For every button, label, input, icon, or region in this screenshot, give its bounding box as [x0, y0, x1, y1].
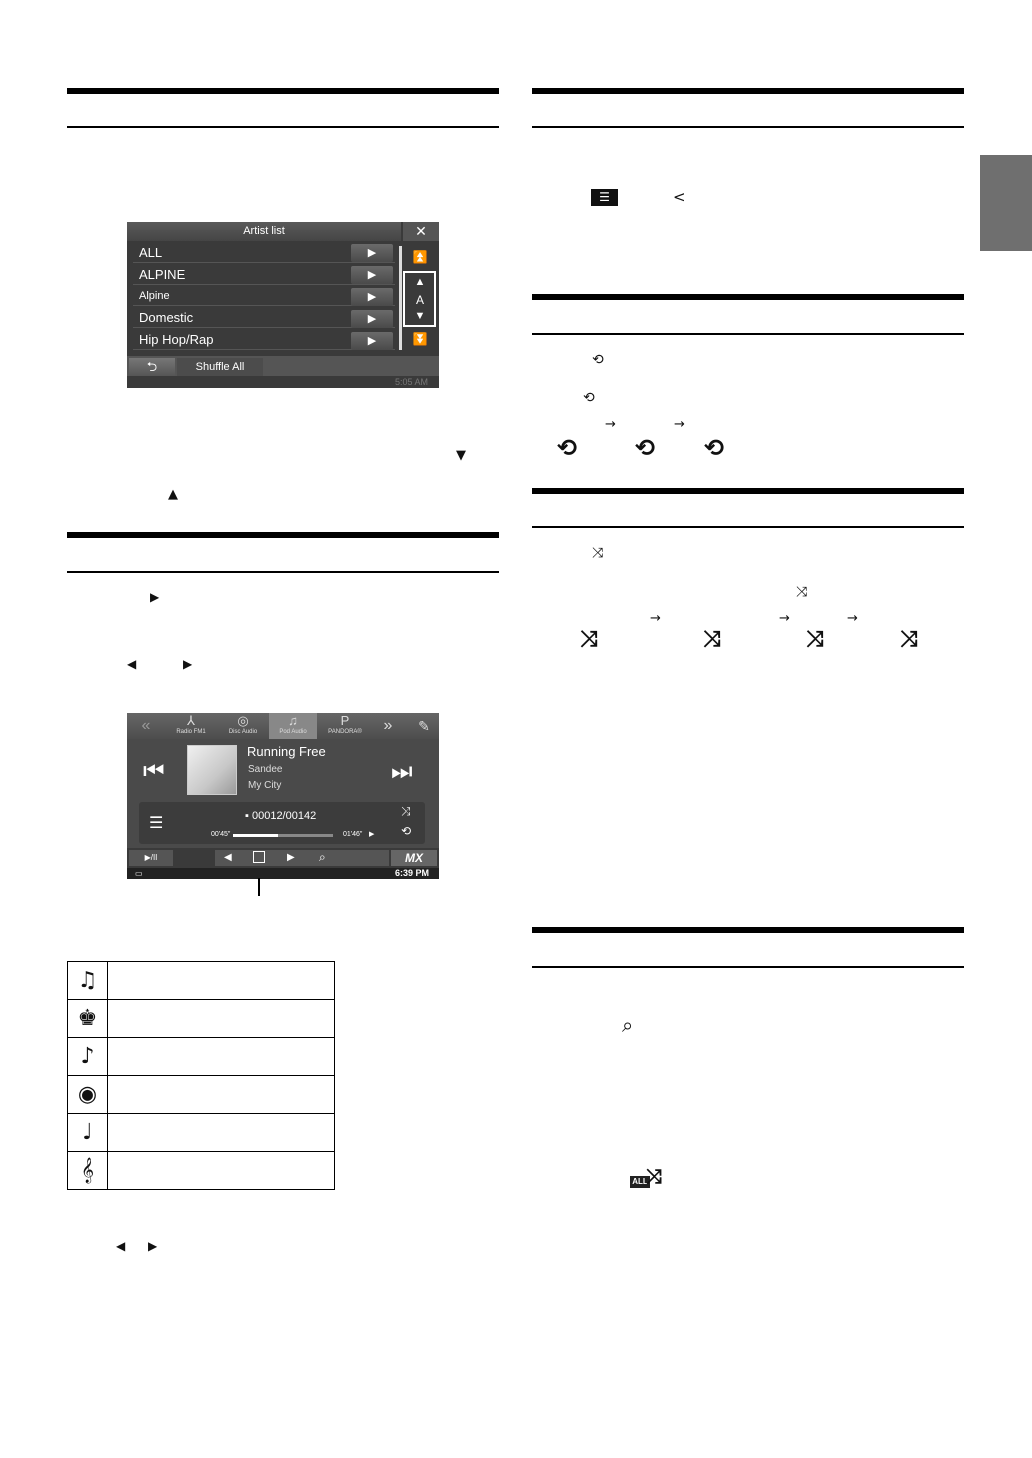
- nav-next-icon[interactable]: »: [383, 717, 393, 734]
- scrollbar[interactable]: [399, 246, 402, 350]
- arrow-icon: →: [605, 417, 616, 432]
- shuffle-icon[interactable]: ⤨: [401, 804, 411, 818]
- up-triangle-icon: ▲: [168, 487, 178, 502]
- arrow-icon: →: [847, 611, 858, 626]
- arrow-icon: →: [650, 611, 661, 626]
- remaining-time: 01'46": [343, 831, 363, 838]
- settings-icon[interactable]: ✎: [418, 718, 430, 734]
- radio-icon: ⅄: [187, 713, 195, 728]
- list-item-label: ALL: [139, 245, 163, 260]
- genre-icon: ♩: [68, 1114, 108, 1152]
- list-item-label: Domestic: [139, 310, 194, 325]
- chapter-tab: [980, 155, 1032, 251]
- repeat-all-icon: ⟲: [635, 434, 656, 462]
- table-row: [68, 1152, 334, 1190]
- section-rule-thin: [67, 126, 499, 128]
- section-rule-thin: [532, 966, 964, 968]
- callout-line: [258, 878, 260, 896]
- info-panel: [139, 802, 425, 844]
- section-rule-thick: [67, 88, 499, 94]
- tab-disc[interactable]: [219, 713, 267, 739]
- track-count-text: 00012/00142: [251, 810, 317, 822]
- left-triangle-icon: ◀: [116, 1239, 126, 1253]
- section-rule-thin: [67, 571, 499, 573]
- letter-label: A: [415, 293, 424, 307]
- control-group: [215, 850, 389, 866]
- close-icon[interactable]: ✕: [403, 222, 439, 241]
- section-rule-thin: [532, 333, 964, 335]
- play-button[interactable]: ▶: [351, 332, 393, 350]
- scroll-top-icon[interactable]: ⏫: [412, 250, 428, 264]
- section-rule-thin: [532, 526, 964, 528]
- left-icon[interactable]: ◀: [224, 852, 232, 863]
- playlist-icon: ♫: [68, 962, 108, 1000]
- elapsed-time: 00'45": [211, 831, 231, 838]
- list-item-label: Alpine: [139, 290, 170, 302]
- down-triangle-icon: ▼: [456, 448, 466, 463]
- progress-bar[interactable]: [233, 834, 333, 837]
- play-button[interactable]: ▶: [351, 266, 393, 284]
- table-row: [68, 1000, 334, 1038]
- play-button[interactable]: ▶: [351, 244, 393, 262]
- menu-list-icon[interactable]: ☰: [149, 813, 164, 832]
- song-title: Running Free: [247, 744, 326, 759]
- repeat-icon[interactable]: ⟲: [401, 824, 412, 838]
- shuffle-song-icon: ⤨: [580, 627, 598, 652]
- file-icon: ▪: [245, 810, 252, 822]
- shuffle-all-icon: ⤨: [646, 1164, 662, 1188]
- section-rule-thin: [532, 126, 964, 128]
- back-chevron-icon: <: [673, 188, 686, 206]
- repeat-one-icon: ⟲: [704, 434, 725, 462]
- music-note-icon: ♫: [288, 713, 298, 728]
- disc-icon: ◎: [237, 713, 249, 728]
- repeat-icon: ⟲: [592, 352, 604, 368]
- album-name: My City: [248, 780, 282, 791]
- scroll-down-icon[interactable]: ▼: [414, 310, 426, 322]
- section-rule-thick: [532, 88, 964, 94]
- track-count: [245, 810, 316, 822]
- artist-list-title: Artist list: [127, 222, 401, 241]
- shuffle-icon: ⤨: [796, 584, 808, 600]
- artist-list-screen: [127, 222, 439, 388]
- artist-icon: ♚: [68, 1000, 108, 1038]
- scroll-up-icon[interactable]: ▲: [414, 276, 426, 288]
- list-item-label: Hip Hop/Rap: [139, 332, 214, 347]
- tab-radio[interactable]: [167, 713, 215, 739]
- arrow-icon: →: [779, 611, 790, 626]
- right-triangle-icon: ▶: [183, 657, 193, 671]
- table-row: [68, 1038, 334, 1076]
- play-button[interactable]: ▶: [351, 310, 393, 328]
- left-triangle-icon: ◀: [127, 657, 137, 671]
- search-icon[interactable]: ⌕: [319, 850, 326, 864]
- shuffle-all-button[interactable]: Shuffle All: [177, 358, 263, 376]
- all-badge-icon: ALL: [630, 1176, 650, 1188]
- clock: 5:05 AM: [395, 377, 429, 387]
- table-row: [68, 1076, 334, 1114]
- artist-name: Sandee: [248, 764, 283, 775]
- progress-fill: [233, 834, 278, 837]
- section-rule-thick: [532, 294, 964, 300]
- tab-label: PANDORA®: [328, 729, 362, 735]
- album-art: [187, 745, 237, 795]
- scroll-bottom-icon[interactable]: ⏬: [412, 332, 428, 346]
- tab-pod-audio[interactable]: [269, 713, 317, 739]
- tab-pandora[interactable]: [321, 713, 369, 739]
- player-screen: [127, 713, 439, 879]
- section-rule-thick: [532, 488, 964, 494]
- nav-prev-icon[interactable]: «: [141, 717, 151, 734]
- search-icon: ⌕: [622, 1013, 634, 1037]
- screen-icon: ▭: [135, 869, 143, 878]
- list-item-label: ALPINE: [139, 267, 186, 282]
- status-bar: [127, 868, 439, 879]
- play-icon: ▶: [150, 590, 160, 604]
- play-pause-button[interactable]: ▶/II: [129, 850, 173, 866]
- table-row: [68, 1114, 334, 1152]
- shuffle-icon: ⤨: [806, 627, 824, 652]
- shuffle-song-icon: ⤨: [900, 627, 918, 652]
- brand-logo: MX: [391, 850, 437, 866]
- tab-label: Disc Audio: [228, 729, 258, 735]
- icon-table: [67, 961, 335, 1190]
- shuffle-icon: ⤨: [592, 545, 604, 561]
- section-rule-thick: [532, 927, 964, 933]
- play-indicator-icon: ▶: [369, 831, 375, 838]
- back-button[interactable]: ⮌: [129, 358, 175, 376]
- play-button[interactable]: ▶: [351, 288, 393, 306]
- composer-icon: 𝄞: [68, 1152, 108, 1190]
- repeat-one-icon: ⟲: [557, 434, 578, 462]
- tab-label: Pod Audio: [279, 729, 307, 735]
- pandora-icon: P: [340, 713, 350, 728]
- previous-track-icon[interactable]: ⏮: [143, 757, 165, 785]
- right-triangle-icon: ▶: [148, 1239, 158, 1253]
- shuffle-album-icon: ⤨: [703, 627, 721, 652]
- right-icon[interactable]: ▶: [287, 852, 295, 863]
- table-row: [68, 962, 334, 1000]
- section-rule-thick: [67, 532, 499, 538]
- mode-icon[interactable]: [253, 851, 265, 863]
- clock: 6:39 PM: [395, 868, 430, 878]
- podcast-icon: ◉: [68, 1076, 108, 1114]
- arrow-icon: →: [674, 417, 685, 432]
- album-icon: ♪: [68, 1038, 108, 1076]
- next-track-icon[interactable]: ⏭: [391, 757, 413, 785]
- repeat-icon: ⟲: [583, 390, 595, 406]
- tab-label: Radio FM1: [176, 729, 206, 735]
- menu-list-icon: ☰: [591, 189, 618, 206]
